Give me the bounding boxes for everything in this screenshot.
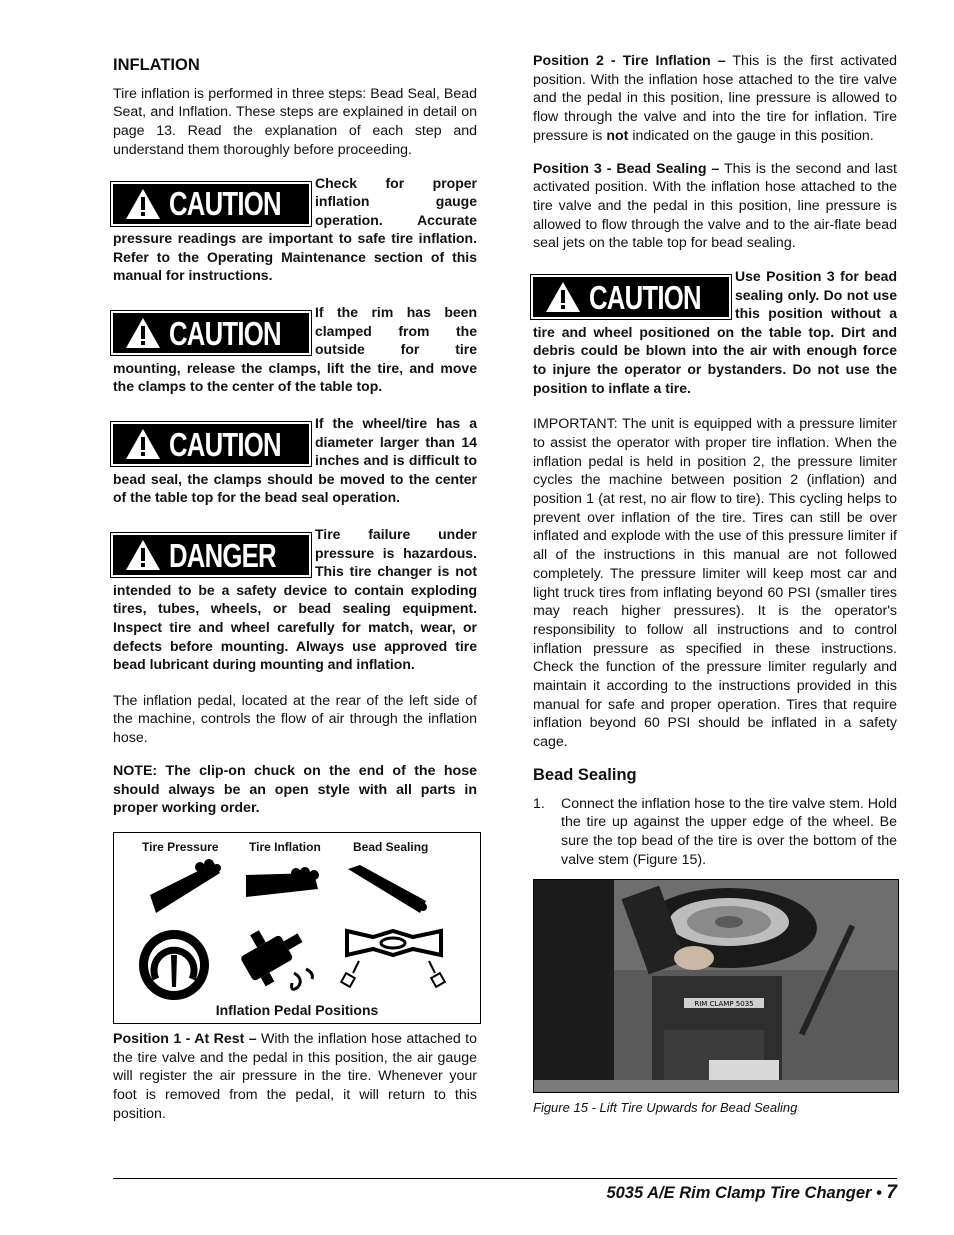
caution-label: CAUTION (169, 425, 281, 463)
left-column (113, 52, 477, 1138)
photo-label: RIM CLAMP 5035 (694, 1000, 754, 1009)
caution-rim (113, 303, 477, 396)
caution-label: CAUTION (169, 185, 281, 223)
step-text: Connect the inflation hose to the tire valve stem. Hold the tire up against the upper edge of the wheel. Be sure the top bead of the tire is over the bottom of the valve stem (Figure 15). (561, 795, 897, 868)
position1-title: Position 1 - At Rest – (113, 1030, 257, 1047)
warning-triangle-icon (125, 317, 161, 349)
footer-divider (113, 1178, 897, 1179)
position2-text: This is the first activated position. With the inflation hose attached to the tire valve and the pedal in this position, line pressure is allowed to flow through the valve and into the tire for inflation. Tire pressure is (533, 53, 897, 144)
warning-triangle-icon (125, 539, 161, 571)
label-bead-sealing: Bead Sealing (353, 839, 429, 854)
label-tire-pressure: Tire Pressure (142, 839, 219, 854)
note-paragraph: NOTE: The clip-on chuck on the end of the hose should always be an open style with all parts in proper working order. (113, 762, 477, 817)
bead-sealing-heading: Bead Sealing (533, 765, 637, 784)
caution-text: If the rim has been clamped from the outside for tire mounting, release the clamps, lift the tire, and move the clamps to the center of the table top. (113, 304, 477, 395)
danger-label: DANGER (169, 536, 276, 574)
position3-title: Position 3 - Bead Sealing – (533, 160, 720, 177)
page-number: 7 (886, 1182, 897, 1203)
position2-paragraph (533, 52, 897, 146)
caution-text: Use Position 3 for bead sealing only. Do not use this position without a tire and wheel positioned on the table top. Dirt and debris could be blown into the air with enough force to injure the operator or bystanders. Do not use the position to inflate a tire. (533, 268, 897, 396)
danger-tire-failure (113, 525, 477, 674)
danger-text: Tire failure under pressure is hazardous. This tire changer is not intended to be a safety device to contain exploding tires, tubes, wheels, or bead sealing equipment. Inspect tire and wheel carefully for match, wear, or defects before mounting. Always use approved tire bead lubricant during mounting and inflation. (113, 526, 477, 673)
caution-label: CAUTION (589, 278, 701, 316)
pedal-paragraph: The inflation pedal, located at the rear of the left side of the machine, controls the flow of air through the inflation hose. (113, 692, 477, 747)
caution-badge (113, 184, 309, 224)
pressure-gauge-icon (136, 927, 212, 1003)
position2-text-end: indicated on the gauge in this position. (628, 127, 874, 144)
tire-changer-photo-illustration (534, 880, 898, 1092)
danger-badge (113, 535, 309, 575)
right-column (533, 52, 897, 1118)
caution-text: If the wheel/tire has a diameter larger than 14 inches and is difficult to bead seal, the clamps should be moved to the center of the table top for the bead seal operation. (113, 415, 477, 506)
position1-text: With the inflation hose attached to the tire valve and the pedal in this position, the air gauge will register the air pressure in the tire. Whenever your foot is removed from the pedal, it will return to this position. (113, 1030, 477, 1122)
position2-title: Position 2 - Tire Inflation – (533, 53, 726, 69)
position2-not: not (606, 127, 629, 144)
figure-15-caption: Figure 15 - Lift Tire Upwards for Bead Sealing (533, 1100, 798, 1116)
caution-badge (113, 424, 309, 464)
warning-triangle-icon (125, 428, 161, 460)
inflation-chuck-icon (234, 915, 326, 997)
footer-title: 5035 A/E Rim Clamp Tire Changer • (606, 1184, 882, 1202)
caution-text: Check for proper inflation gauge operation. Accurate pressure readings are important to safe tire inflation. Refer to the Operating Maintenance section of this manual for instructions. (113, 174, 477, 284)
important-paragraph: IMPORTANT: The unit is equipped with a pressure limiter to assist the operator with proper tire inflation. When the inflation pedal is held in position 2, the pressure limiter cycles the machine between position 2 (inflation) and position 1 (at rest, no air flow to tire). This cycling helps to prevent over inflation of the tire. Tires can still be over inflated and explode with the use of this pressure limiter if all of the instructions in this manual are not followed completely. The pressure limiter will keep most car and light truck tires from inflating beyond 60 PSI (smaller tires may reach higher pressures). It is the operator's responsibility to follow all instructions and to control inflation pressure as specified in these instructions. Check the function of the pressure limiter regularly and maintain it according to the instructions provided in this manual for safe and proper operation. Tires that require inflation beyond 60 PSI should be inflated in a safety cage. (533, 416, 897, 751)
caution-gauge (113, 174, 477, 286)
intro-paragraph: Tire inflation is performed in three steps: Bead Seal, Bead Seat, and Inflation. These steps are explained in detail on page 13. Read the explanation of each step and understand them thoroughly before proceeding. (113, 85, 477, 158)
pedal-positions-figure (113, 832, 481, 1024)
caution-label: CAUTION (169, 314, 281, 352)
bead-sealing-steps (533, 795, 897, 870)
caution-position3 (533, 267, 897, 397)
warning-triangle-icon (545, 281, 581, 313)
label-tire-inflation: Tire Inflation (249, 839, 321, 854)
pedal-figure-caption: Inflation Pedal Positions (215, 1002, 379, 1019)
caution-diameter (113, 414, 477, 507)
list-item (533, 795, 897, 870)
pedal-tire-inflation-icon (244, 863, 326, 903)
figure-15-photo (533, 879, 899, 1093)
inflation-heading: INFLATION (113, 56, 200, 74)
bead-seal-jets-icon (339, 921, 449, 997)
pedal-bead-sealing-icon (346, 863, 430, 915)
pedal-tire-pressure-icon (144, 859, 224, 917)
position1-paragraph (113, 1030, 477, 1124)
caution-badge (533, 277, 729, 317)
page-footer (606, 1182, 897, 1204)
position3-paragraph (533, 160, 897, 254)
step-number: 1. (533, 795, 545, 812)
caution-badge (113, 313, 309, 353)
position3-text: This is the second and last activated position. With the inflation hose attached to the tire valve and the pedal in this position, line pressure is allowed to flow through the valve and to the air-flate bead seal jets on the table top for bead sealing. (533, 160, 897, 252)
warning-triangle-icon (125, 188, 161, 220)
